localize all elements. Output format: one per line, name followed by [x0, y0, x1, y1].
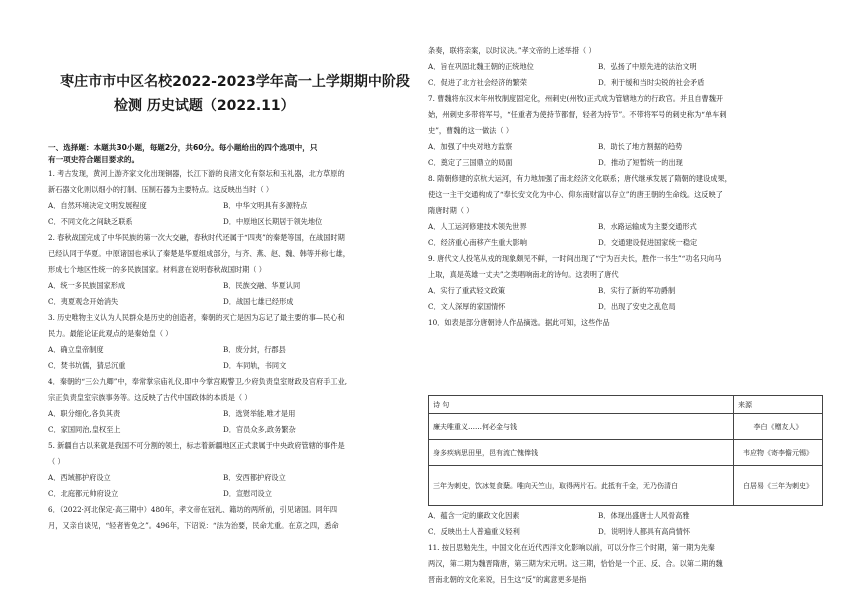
- left-column: [48, 142, 422, 534]
- options-row: [428, 524, 823, 540]
- option-c[interactable]: C．北庭都元帅府设立: [48, 489, 119, 498]
- options-row: [428, 59, 823, 75]
- question-text: 7. 曹魏将东汉末年州牧制度固定化，州刺史(州牧)正式成为管辖地方的行政官。并且自曹魏开: [428, 94, 724, 103]
- options-row: [48, 470, 422, 486]
- question-text: 新石器文化则以细小的打制、压制石器为主要特点。这反映出当时（ ）: [48, 185, 274, 194]
- option-d[interactable]: D．推动了短暂统一的出现: [598, 158, 683, 167]
- section-heading-line: 一、选择题：本题共30小题，每题2分，共60分。每小题给出的四个选项中，只: [48, 143, 318, 152]
- options-row: [428, 75, 823, 91]
- question-text: 上取，真是英雄一丈夫”之类唱响南北的诗句。这表明了唐代: [428, 270, 619, 279]
- option-a[interactable]: A．人工运河修建技术领先世界: [428, 222, 527, 231]
- option-d[interactable]: D．战国七雄已经形成: [223, 297, 294, 306]
- question-text: 11. 按吕思勉先生，中国文化在近代西洋文化影响以前，可以分作三个时期，第一期为先秦: [428, 543, 715, 552]
- table-header-poem: 诗 句: [429, 396, 734, 414]
- question-11: [428, 540, 823, 588]
- table-row: [429, 440, 823, 466]
- option-c[interactable]: C．焚书坑儒，猜忌沉重: [48, 361, 126, 370]
- right-column: [428, 43, 823, 584]
- question-3: [48, 310, 422, 374]
- question-text: 条奏，联将亲案，以时议决。”孝文帝的上述举措（ ）: [428, 46, 596, 55]
- option-c[interactable]: C．家国同治,皇权至上: [48, 425, 121, 434]
- table-cell: 李白《赠友人》: [734, 414, 823, 440]
- option-a[interactable]: A．确立皇帝制度: [48, 345, 104, 354]
- options-row: [48, 214, 422, 230]
- poem-table: [428, 395, 823, 506]
- options-row: [428, 299, 823, 315]
- question-2: [48, 230, 422, 310]
- options-row: [428, 219, 823, 235]
- options-row: [48, 198, 422, 214]
- question-text: 始，州刺史多带将军号，“任重者为使持节都督，轻者为持节”。不带将军号的刺史称为“单车刺: [428, 110, 727, 119]
- question-text: 月，又亲自谈见，“轻者皆免之”。496年，下诏说：“法为治要，民命尤重。在京之四，悉命: [48, 521, 339, 530]
- option-c[interactable]: C．文人深厚的家国情怀: [428, 302, 506, 311]
- question-text: 1. 考古发现，黄河上游齐家文化出现铜器，长江下游的良渚文化有祭坛和玉礼器，北方草原的: [48, 169, 345, 178]
- options-row: [48, 342, 422, 358]
- question-text: 9. 唐代文人投笔从戎的现象颇见不鲜，一时间出现了“宁为百夫长，胜作一书生”“功名只向马: [428, 254, 722, 263]
- option-d[interactable]: D．出现了安史之乱危局: [598, 302, 676, 311]
- options-row: [48, 278, 422, 294]
- table-cell: 三年为刺史，饮冰复食蘖。唯向天竺山，取得两片石。此抵有千金，无乃伤清白: [429, 466, 734, 506]
- options-row: [48, 294, 422, 310]
- question-text: 2. 春秋战国完成了中华民族的第一次大交融，春秋时代还属于“四夷”的秦楚等国，在战国时期: [48, 233, 345, 242]
- option-d[interactable]: D．官员众多,政务繁杂: [223, 425, 296, 434]
- option-d[interactable]: D．宣慰司设立: [223, 489, 272, 498]
- question-text: 隋唐时期（ ）: [428, 206, 474, 215]
- options-row: [428, 235, 823, 251]
- section-heading: [48, 142, 422, 166]
- document-title: [48, 70, 422, 118]
- question-4: [48, 374, 422, 438]
- option-d[interactable]: D．车同轨，书同文: [223, 361, 287, 370]
- question-7: [428, 91, 823, 171]
- option-b[interactable]: B．体现出盛唐士人风骨高雅: [598, 511, 690, 520]
- question-text: 4．秦朝的“三公九卿”中，奉常掌宗庙礼仪,即中今掌宫殿警卫,少府负责皇室财政及官府手工业,: [48, 377, 348, 386]
- question-text: 两汉，第二期为魏晋隋唐，第三期为宋元明。这三期，恰恰是一个正、反、合。以第二期的魏: [428, 559, 723, 568]
- question-text: 5. 新疆自古以来就是我国不可分割的领土，标志着新疆地区正式隶属于中央政府管辖的事件是: [48, 441, 345, 450]
- option-c[interactable]: C．夷夏观念开始消失: [48, 297, 119, 306]
- question-10-options: [428, 508, 823, 588]
- question-text: 3. 历史唯物主义认为人民群众是历史的创造者，秦朝的灭亡是因为忘记了最主要的事—民心和: [48, 313, 345, 322]
- table-header-source: 来源: [734, 396, 823, 414]
- option-c[interactable]: C．反映出士人普遍重义轻利: [428, 527, 520, 536]
- question-6: [48, 502, 422, 534]
- option-a[interactable]: A．蕴含一定的廉政文化因素: [428, 511, 520, 520]
- option-d[interactable]: D．利于缓和当时尖锐的社会矛盾: [598, 78, 705, 87]
- options-row: [48, 422, 422, 438]
- question-1: [48, 166, 422, 230]
- option-d[interactable]: D．中原地区长期居于领先地位: [223, 217, 323, 226]
- options-row: [428, 155, 823, 171]
- option-a[interactable]: A．实行了重武轻文政策: [428, 286, 506, 295]
- question-text: 使这一主干交通构成了“奉长安文化为中心、仰东南财富以存立”的唐王朝的生命线。这反映了: [428, 190, 723, 199]
- option-b[interactable]: B．废分封，行郡县: [223, 345, 286, 354]
- question-10: [428, 315, 823, 331]
- option-c[interactable]: C．不同文化之间缺乏联系: [48, 217, 133, 226]
- option-a[interactable]: A．加强了中央对地方监察: [428, 142, 513, 151]
- option-b[interactable]: B．安西都护府设立: [223, 473, 286, 482]
- table-cell: 韦应物《寄李儋元锡》: [734, 440, 823, 466]
- question-9: [428, 251, 823, 315]
- option-c[interactable]: C．奠定了三国鼎立的局面: [428, 158, 513, 167]
- option-c[interactable]: C．经济重心南移产生重大影响: [428, 238, 527, 247]
- question-text: 8. 隋朝修建的京杭大运河，有力地加强了南北经济文化联系；唐代继承发展了隋朝的建设成果，: [428, 174, 732, 183]
- options-row: [48, 358, 422, 374]
- option-a[interactable]: A．旨在巩固北魏王朝的正统地位: [428, 62, 534, 71]
- table-cell: 廉夫唯重义……何必金与钱: [429, 414, 734, 440]
- option-d[interactable]: D．交通建设促进国家统一稳定: [598, 238, 698, 247]
- option-b[interactable]: B．弘扬了中原先进的法治文明: [598, 62, 697, 71]
- options-row: [428, 283, 823, 299]
- options-row: [48, 486, 422, 502]
- option-b[interactable]: B．中华文明具有多源特点: [223, 201, 308, 210]
- question-text: 10．如表是部分唐朝诗人作品摘选。据此可知，这些作品: [428, 318, 610, 327]
- question-text: 民力。最能论证此观点的是秦始皇（ ）: [48, 329, 173, 338]
- option-b[interactable]: B．水路运输成为主要交通形式: [598, 222, 697, 231]
- option-b[interactable]: B．助长了地方割据的趋势: [598, 142, 683, 151]
- table-row: [429, 466, 823, 506]
- question-text: 史”，曹魏的这一做法（ ）: [428, 126, 514, 135]
- title-line-1: 枣庄市市中区名校2022-2023学年高一上学期期中阶段: [60, 74, 410, 90]
- question-text: 形成七个地区性统一的多民族国家。材料意在说明春秋战国时期（ ）: [48, 265, 266, 274]
- option-b[interactable]: B．实行了新的军功爵制: [598, 286, 676, 295]
- title-line-2: 检测 历史试题（2022.11）: [114, 98, 295, 114]
- option-a[interactable]: A．职分细化,各负其责: [48, 409, 121, 418]
- options-row: [428, 139, 823, 155]
- option-a[interactable]: A．西域都护府设立: [48, 473, 111, 482]
- option-c[interactable]: C．促进了北方社会经济的繁荣: [428, 78, 527, 87]
- option-b[interactable]: B．选贤举能,唯才是用: [223, 409, 296, 418]
- section-heading-line: 有一项史符合题目要求的。: [48, 155, 140, 164]
- question-text: 6．（2022·河北保定·高三期中）480年，孝文帝在冠礼、籍坊的两所前，引见诸国。同年四: [48, 505, 338, 514]
- option-d[interactable]: D．说明诗人都具有高尚情怀: [598, 527, 691, 536]
- question-text: 宗正负责皇室宗族事务等。这反映了古代中国政体的本质是（ ）: [48, 393, 252, 402]
- table-cell: 白居易《三年为刺史》: [734, 466, 823, 506]
- option-a[interactable]: A．统一多民族国家形成: [48, 281, 126, 290]
- table-cell: 身多疾病思田里，邑有流亡愧俸钱: [429, 440, 734, 466]
- question-8: [428, 171, 823, 251]
- option-b[interactable]: B．民族交融、华夏认同: [223, 281, 301, 290]
- question-text: （ ）: [48, 457, 65, 466]
- table-row: [429, 414, 823, 440]
- option-a[interactable]: A．自然环境决定文明发展程度: [48, 201, 147, 210]
- question-5: [48, 438, 422, 502]
- question-text: 已经认同于华夏。中原诸国也承认了秦楚是华夏组成部分，与齐、燕、赵、魏、韩等并称七雄，: [48, 249, 350, 258]
- options-row: [48, 406, 422, 422]
- options-row: [428, 508, 823, 524]
- question-text: 晋南北朝的文化来说，吕生这“反”的寓意更多是指: [428, 575, 587, 584]
